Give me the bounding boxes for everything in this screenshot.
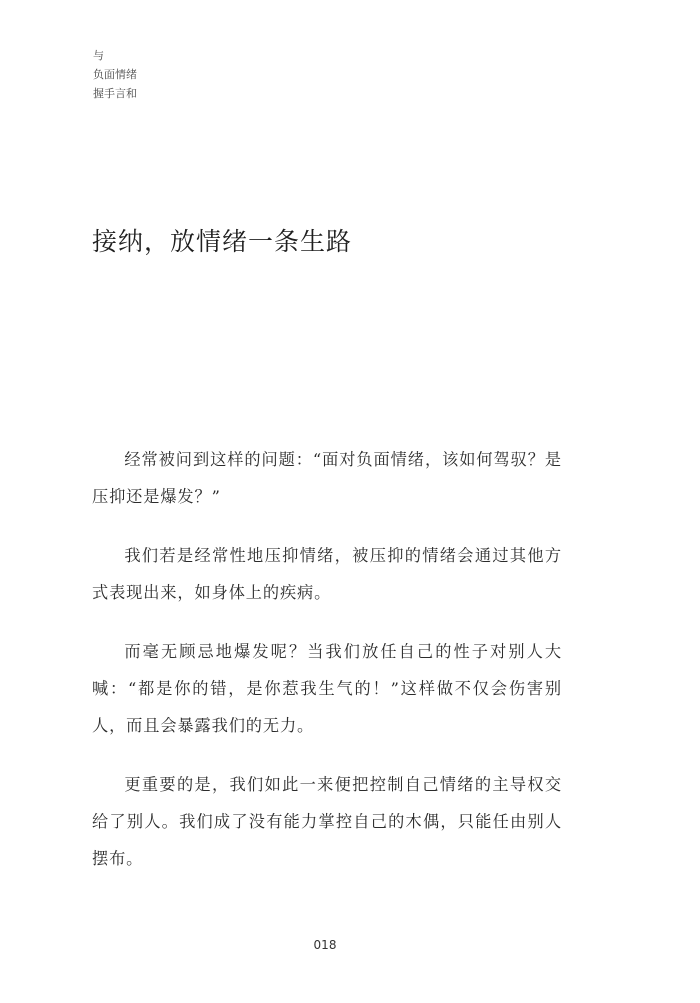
running-head-line: 负面情绪 bbox=[93, 68, 137, 81]
chapter-title: 接纳，放情绪一条生路 bbox=[92, 227, 353, 256]
paragraph: 而毫无顾忌地爆发呢？当我们放任自己的性子对别人大喊：“都是你的错，是你惹我生气的！”这样做不仅会伤害别人，而且会暴露我们的无力。 bbox=[92, 642, 562, 735]
paragraph: 经常被问到这样的问题：“面对负面情绪，该如何驾驭？是压抑还是爆发？” bbox=[92, 450, 562, 506]
running-head-line: 与 bbox=[93, 49, 104, 62]
running-head bbox=[93, 46, 137, 103]
paragraph: 更重要的是，我们如此一来便把控制自己情绪的主导权交给了别人。我们成了没有能力掌控自己的木偶，只能任由别人摆布。 bbox=[92, 775, 562, 868]
paragraph: 我们若是经常性地压抑情绪，被压抑的情绪会通过其他方式表现出来，如身体上的疾病。 bbox=[92, 546, 562, 602]
page-number: 018 bbox=[313, 938, 337, 952]
running-head-line: 握手言和 bbox=[93, 87, 137, 100]
body-text bbox=[92, 441, 562, 899]
